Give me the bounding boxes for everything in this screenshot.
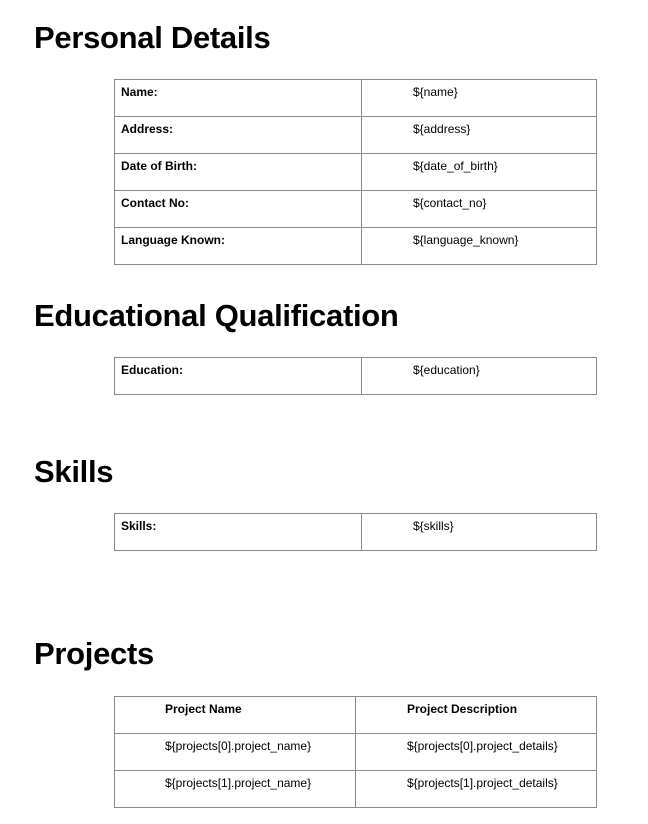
skills-heading: Skills xyxy=(34,454,114,489)
column-header-project-description: Project Description xyxy=(356,697,597,734)
field-value: ${skills} xyxy=(362,514,597,551)
field-value: ${address} xyxy=(362,117,597,154)
project-name-cell: ${projects[0].project_name} xyxy=(115,734,356,771)
table-row xyxy=(115,228,597,265)
project-description-cell: ${projects[1].project_details} xyxy=(356,771,597,808)
table-row xyxy=(115,514,597,551)
table-row xyxy=(115,154,597,191)
field-label: Language Known: xyxy=(115,228,362,265)
field-value: ${language_known} xyxy=(362,228,597,265)
table-row xyxy=(115,80,597,117)
field-label: Contact No: xyxy=(115,191,362,228)
table-row xyxy=(115,191,597,228)
field-label: Address: xyxy=(115,117,362,154)
table-row xyxy=(115,358,597,395)
table-row xyxy=(115,734,597,771)
table-row xyxy=(115,117,597,154)
column-header-project-name: Project Name xyxy=(115,697,356,734)
field-value: ${contact_no} xyxy=(362,191,597,228)
field-label: Date of Birth: xyxy=(115,154,362,191)
table-row xyxy=(115,771,597,808)
field-label: Skills: xyxy=(115,514,362,551)
personal-details-table xyxy=(114,79,597,265)
project-name-cell: ${projects[1].project_name} xyxy=(115,771,356,808)
projects-table xyxy=(114,696,597,808)
field-value: ${name} xyxy=(362,80,597,117)
field-value: ${date_of_birth} xyxy=(362,154,597,191)
field-value: ${education} xyxy=(362,358,597,395)
personal-details-heading: Personal Details xyxy=(34,20,271,55)
field-label: Name: xyxy=(115,80,362,117)
project-description-cell: ${projects[0].project_details} xyxy=(356,734,597,771)
field-label: Education: xyxy=(115,358,362,395)
educational-qualification-heading: Educational Qualification xyxy=(34,298,399,333)
projects-heading: Projects xyxy=(34,636,154,671)
education-table xyxy=(114,357,597,395)
table-header-row xyxy=(115,697,597,734)
skills-table xyxy=(114,513,597,551)
